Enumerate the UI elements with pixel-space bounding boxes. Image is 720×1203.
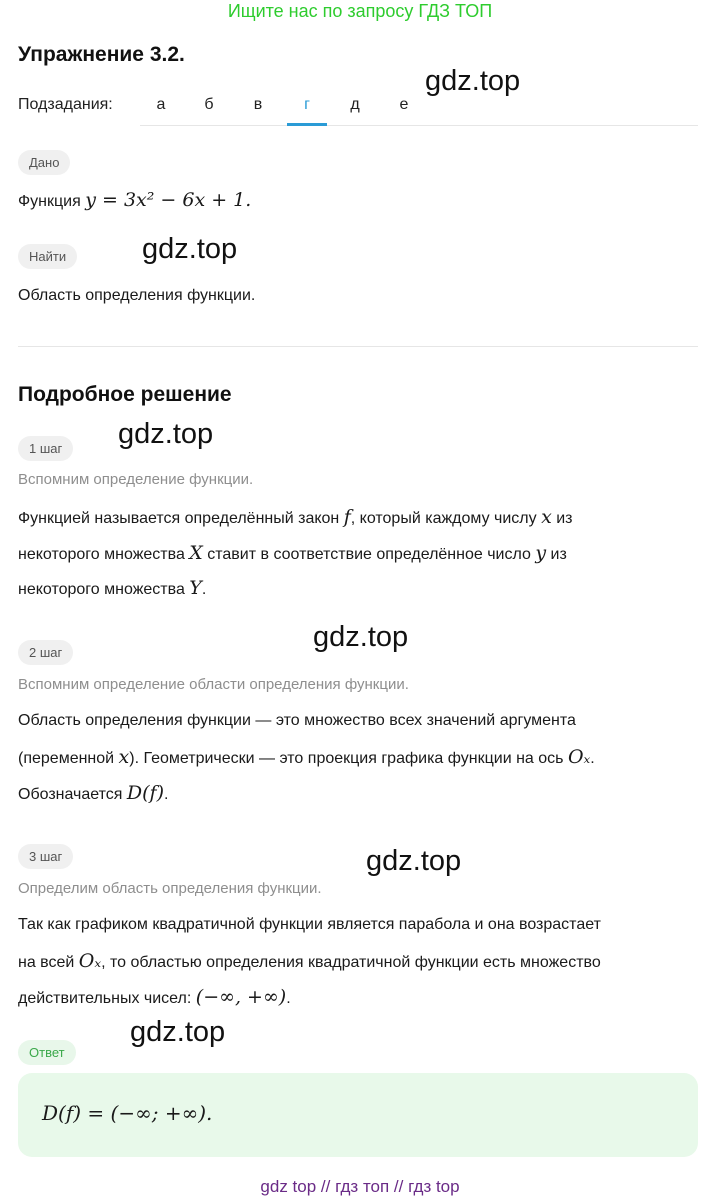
step-2-hint: Вспомним определение области определения функции.	[18, 676, 409, 693]
find-text: Область определения функции.	[18, 287, 256, 304]
active-tab-indicator	[287, 123, 327, 126]
text-segment: Область определения функции — это множество всех значений аргумента	[18, 712, 576, 729]
watermark: gdz.top	[142, 233, 238, 265]
find-chip: Найти	[18, 244, 77, 269]
math-Y: Y	[189, 577, 202, 599]
text-segment: .	[164, 786, 169, 803]
math-f: f	[343, 506, 351, 528]
watermark: gdz.top	[366, 845, 462, 877]
tab-b[interactable]: б	[204, 96, 214, 113]
text-segment: действительных чисел:	[18, 990, 196, 1007]
given-text	[18, 182, 708, 220]
tabs-divider	[140, 125, 698, 126]
text-segment: Функцией называется определённый закон	[18, 510, 344, 527]
text-segment: из	[546, 546, 567, 563]
math-x: x	[541, 506, 552, 528]
text-segment: некоторого множества	[18, 581, 190, 598]
section-divider	[18, 346, 698, 347]
text-segment: на всей	[18, 954, 79, 971]
text-segment: (переменной	[18, 750, 119, 767]
text-segment: некоторого множества	[18, 546, 190, 563]
step-2-line-1	[18, 703, 708, 739]
math-X: X	[189, 542, 203, 564]
text-segment: , который каждому числу	[350, 510, 542, 527]
watermark: gdz.top	[130, 1016, 226, 1048]
text-segment: Так как графиком квадратичной функции является парабола и она возрастает	[18, 916, 601, 933]
step-1-line-1	[18, 499, 708, 537]
step-3-line-2	[18, 943, 708, 981]
text-segment: Обозначается	[18, 786, 127, 803]
step-3-chip: 3 шаг	[18, 844, 73, 869]
tab-a[interactable]: а	[156, 96, 166, 113]
exercise-title: Упражнение 3.2.	[18, 43, 185, 66]
step-2-line-3	[18, 775, 708, 813]
math-y: y	[535, 542, 547, 564]
tab-v[interactable]: в	[253, 96, 263, 113]
step-2-chip: 2 шаг	[18, 640, 73, 665]
step-3-line-1	[18, 907, 708, 943]
math-x: x	[118, 746, 130, 768]
text-segment: из	[551, 510, 573, 527]
answer-formula: D(f) = (−∞; +∞).	[42, 1101, 213, 1125]
given-chip: Дано	[18, 150, 70, 175]
text-segment: .	[201, 581, 207, 598]
tab-d[interactable]: д	[350, 96, 360, 113]
text-segment: .	[590, 750, 595, 767]
given-prefix: Функция	[18, 193, 81, 210]
given-formula: y = 3x² − 6x + 1.	[85, 189, 252, 211]
step-1-line-3	[18, 570, 708, 608]
math-ox: Oₓ	[567, 746, 591, 768]
solution-title: Подробное решение	[18, 383, 232, 406]
watermark: gdz.top	[313, 621, 409, 653]
tab-e[interactable]: е	[399, 96, 409, 113]
text-segment: ставит в соответствие определённое число	[202, 546, 536, 563]
math-df: D(f)	[126, 782, 164, 804]
tab-g[interactable]: г	[304, 96, 310, 113]
step-3-line-3	[18, 979, 708, 1017]
footer-links[interactable]: gdz top // гдз топ // гдз top	[260, 1177, 460, 1196]
step-1-chip: 1 шаг	[18, 436, 73, 461]
text-segment: .	[286, 990, 291, 1007]
step-3-hint: Определим область определения функции.	[18, 880, 322, 897]
watermark: gdz.top	[425, 65, 521, 97]
text-segment: , то областью определения квадратичной функции есть множество	[101, 954, 601, 971]
step-2-line-2	[18, 739, 708, 777]
text-segment: ). Геометрически — это проекция графика функции на ось	[129, 750, 568, 767]
step-1-line-2	[18, 535, 708, 573]
answer-chip: Ответ	[18, 1040, 76, 1065]
watermark: gdz.top	[118, 418, 214, 450]
math-ox: Oₓ	[78, 950, 102, 972]
step-1-hint: Вспомним определение функции.	[18, 471, 254, 488]
subtasks-label: Подзадания:	[18, 96, 113, 113]
promo-banner: Ищите нас по запросу ГДЗ ТОП	[227, 1, 493, 21]
math-interval: (−∞, +∞)	[195, 986, 287, 1008]
